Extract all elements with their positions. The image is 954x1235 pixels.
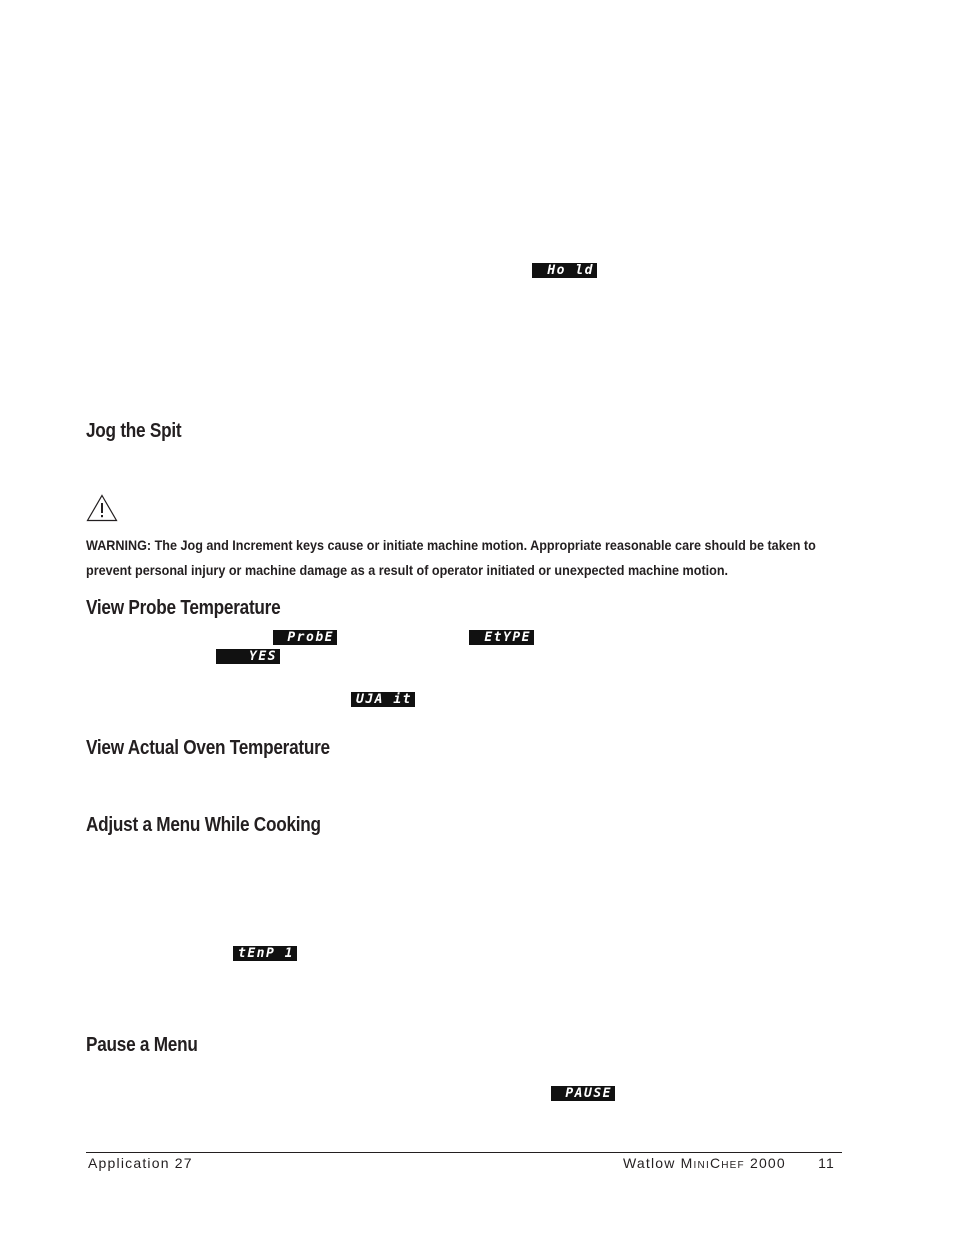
lcd-display-wait: UJA it [351,692,415,707]
lcd-display-probe: ProbE [273,630,337,645]
section-heading-jog: Jog the Spit [86,420,182,442]
section-heading-pause: Pause a Menu [86,1034,198,1056]
footer-rule [86,1152,842,1153]
footer-model: 2000 [749,1155,786,1171]
section-heading-probe: View Probe Temperature [86,597,281,619]
footer-left: Application 27 [88,1155,193,1171]
lcd-display-temp1: tEnP 1 [233,946,297,961]
lcd-display-hold: Ho ld [532,263,597,278]
warning-text: WARNING: The Jog and Increment keys cause or initiate machine motion. Appropriate reasonable care should be taken to prevent personal injury or machine damage as a result of operator initiated or unexpected machine motion. [86,537,816,578]
section-heading-adjust: Adjust a Menu While Cooking [86,814,321,836]
lcd-display-yes: YES [216,649,280,664]
lcd-display-etype: EtYPE [469,630,534,645]
footer-page-number: 11 [818,1155,836,1171]
footer-brand: Watlow [623,1155,676,1171]
lcd-display-pause: PAUSE [551,1086,615,1101]
footer-mini: INI [693,1160,710,1171]
section-heading-actual-temp: View Actual Oven Temperature [86,737,330,759]
warning-triangle-icon [86,494,118,522]
footer-chef: HEF [721,1160,745,1171]
footer-right: Watlow MINICHEF 2000 11 [623,1155,836,1171]
